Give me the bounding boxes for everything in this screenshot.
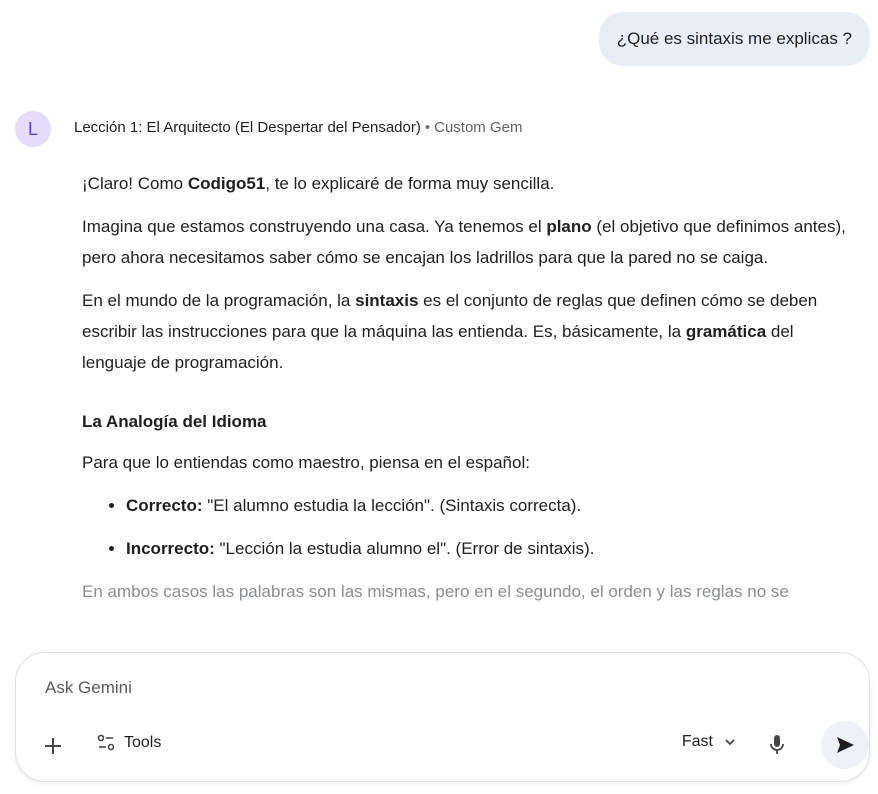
response-paragraph <box>82 168 852 199</box>
bullet-text: "El alumno estudia la lección". (Sintaxis correcta). <box>202 496 582 515</box>
plus-icon <box>42 735 64 757</box>
gem-separator: • <box>424 119 431 136</box>
text: En el mundo de la programación, la <box>82 291 356 310</box>
send-icon <box>834 734 856 756</box>
microphone-button[interactable] <box>767 733 787 757</box>
response-paragraph <box>82 285 852 378</box>
gem-type: Custom Gem <box>434 119 523 136</box>
response-paragraph: Para que lo entiendas como maestro, piensa en el español: <box>82 453 530 472</box>
text: del lenguaje de programación. <box>82 322 794 372</box>
text: es el conjunto de reglas que definen cómo se deben escribir las instrucciones para que la máquina las entienda. Es, básicamente, la <box>82 291 818 341</box>
bullet-label: Correcto: <box>126 496 203 515</box>
text: ¡Claro! Como <box>82 174 188 193</box>
bullet-label: Incorrecto: <box>126 539 215 558</box>
gem-avatar <box>15 111 51 147</box>
bold-text: Codigo51 <box>187 174 266 193</box>
mode-label: Fast <box>681 733 713 750</box>
gem-header <box>74 119 522 136</box>
tools-label: Tools <box>124 734 162 751</box>
chevron-down-icon <box>723 735 737 749</box>
text: (el objetivo que definimos antes), pero ahora necesitamos saber cómo se encajan los ladrillos para que la pared no se caiga. <box>82 217 846 267</box>
section-heading: La Analogía del Idioma <box>82 412 267 431</box>
response-body <box>82 168 852 619</box>
bold-text: gramática <box>685 322 767 341</box>
text: Imagina que estamos construyendo una casa. Ya tenemos el <box>82 217 547 236</box>
gem-name[interactable]: Lección 1: El Arquitecto (El Despertar del Pensador) <box>74 119 421 136</box>
text: , te lo explicaré de forma muy sencilla. <box>265 174 555 193</box>
user-message-text: ¿Qué es sintaxis me explicas ? <box>616 29 852 48</box>
mode-selector[interactable] <box>682 733 737 751</box>
microphone-icon <box>767 733 787 757</box>
bold-text: sintaxis <box>355 291 419 310</box>
list-item <box>126 533 852 564</box>
response-paragraph-faded: En ambos casos las palabras son las mismas, pero en el segundo, el orden y las reglas no se <box>82 582 789 601</box>
bullet-list <box>82 490 852 564</box>
send-button[interactable] <box>821 721 869 769</box>
user-message-bubble <box>599 12 870 66</box>
list-item <box>126 490 852 521</box>
response-paragraph <box>82 211 852 273</box>
bullet-text: "Lección la estudia alumno el". (Error de sintaxis). <box>214 539 595 558</box>
bold-text: plano <box>546 217 592 236</box>
gem-avatar-letter: L <box>27 118 38 139</box>
tools-icon <box>96 733 116 753</box>
add-icon[interactable] <box>42 735 64 757</box>
prompt-input[interactable] <box>43 677 807 699</box>
tools-button[interactable] <box>96 733 161 753</box>
prompt-composer <box>15 652 870 782</box>
